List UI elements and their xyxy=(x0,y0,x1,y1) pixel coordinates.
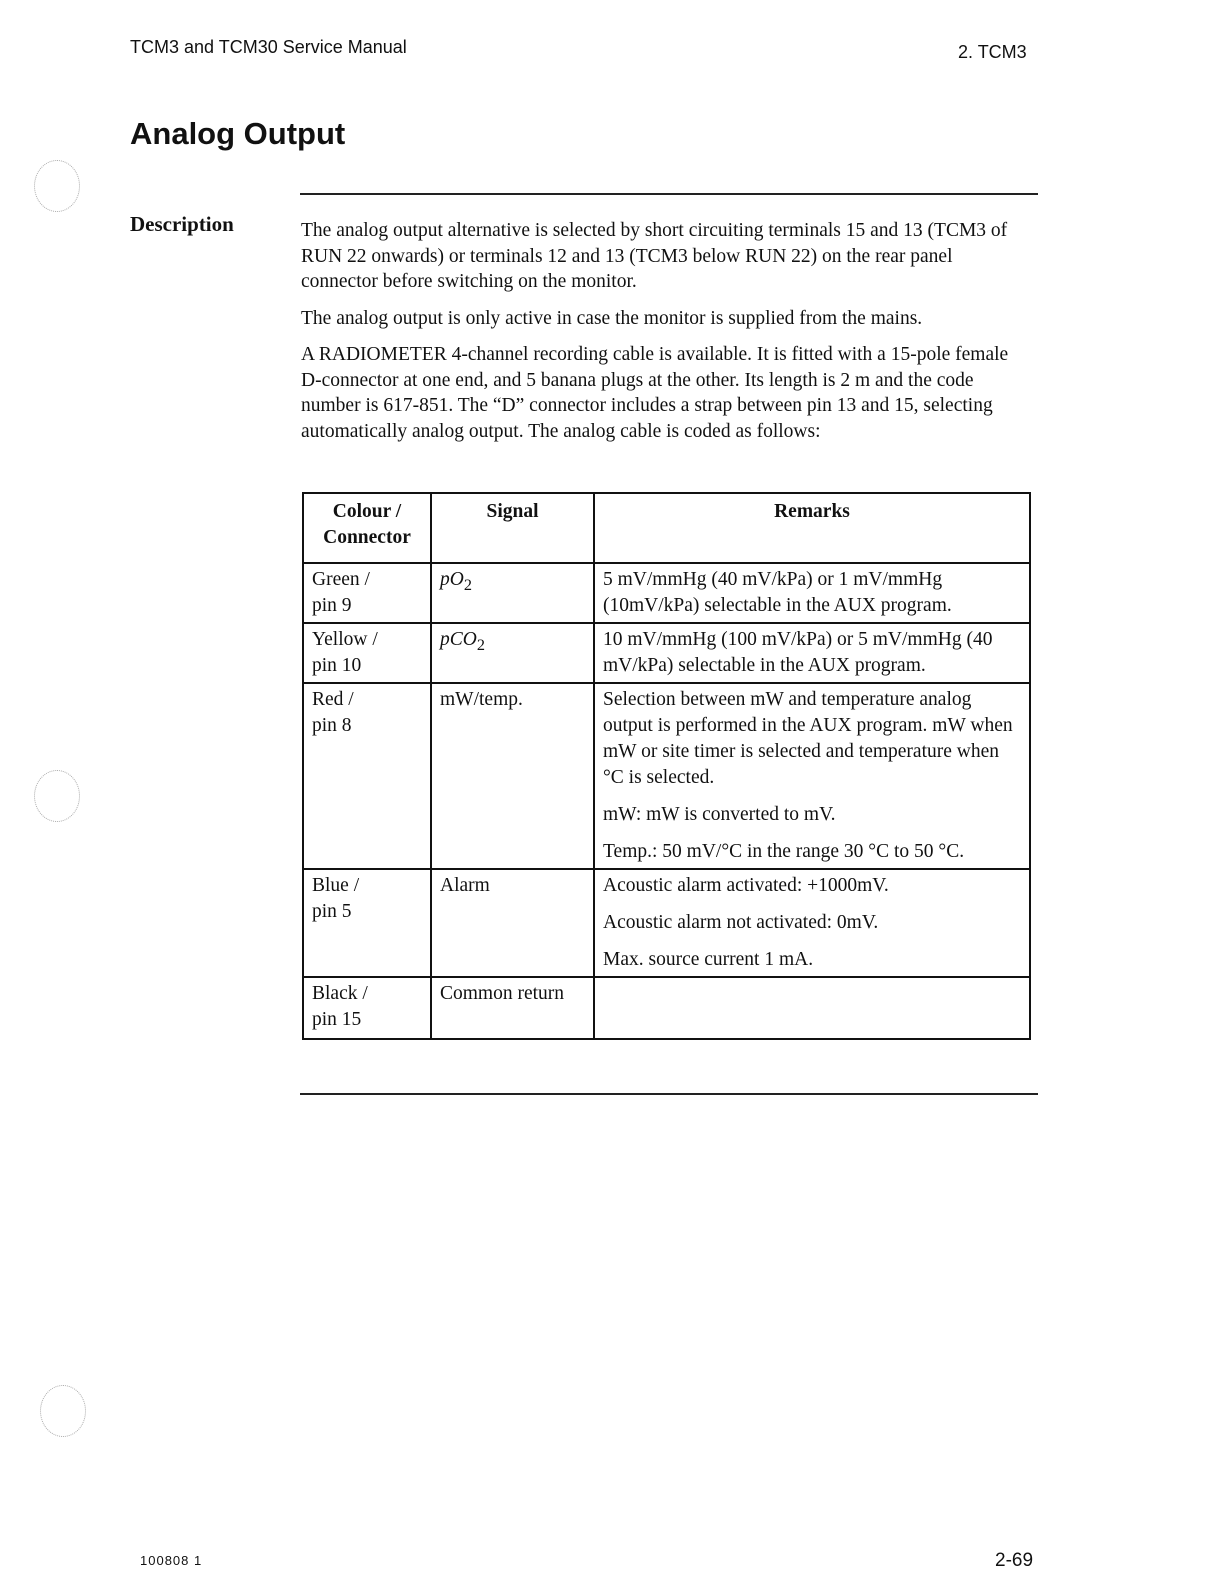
remarks-cell xyxy=(594,977,1030,1039)
description-body xyxy=(301,218,1031,455)
remark: mW: mW is converted to mV. xyxy=(603,804,836,825)
remark: Selection between mW and temperature analog output is performed in the AUX program. mW when mW or site timer is selected and temperature when °C is selected. xyxy=(603,689,1013,788)
colour-cell xyxy=(303,563,431,623)
page-number: 2-69 xyxy=(995,1550,1034,1571)
colour-cell xyxy=(303,623,431,683)
document-number: 100808 1 xyxy=(140,1553,203,1568)
column-header-colour: Colour / Connector xyxy=(303,493,431,563)
signal-name: pO xyxy=(440,569,464,590)
remarks-cell xyxy=(594,869,1030,977)
colour-cell xyxy=(303,869,431,977)
punch-hole-mark xyxy=(34,770,80,822)
signal-subscript: 2 xyxy=(463,575,472,594)
signal-cell: Common return xyxy=(431,977,594,1039)
signal-subscript: 2 xyxy=(476,635,485,654)
pin-label: pin 8 xyxy=(312,715,352,736)
remark: Temp.: 50 mV/°C in the range 30 °C to 50 °C. xyxy=(603,841,965,862)
remarks-cell xyxy=(594,563,1030,623)
remark: Acoustic alarm not activated: 0mV. xyxy=(603,912,879,933)
table-row xyxy=(303,869,1030,977)
table-row xyxy=(303,623,1030,683)
pin-label: pin 5 xyxy=(312,901,352,922)
remark: Acoustic alarm activated: +1000mV. xyxy=(603,875,889,896)
remark: 10 mV/mmHg (100 mV/kPa) or 5 mV/mmHg (40 mV/kPa) selectable in the AUX program. xyxy=(603,629,993,676)
paragraph: The analog output is only active in case the monitor is supplied from the mains. xyxy=(301,307,923,329)
remark: 5 mV/mmHg (40 mV/kPa) or 1 mV/mmHg (10mV/kPa) selectable in the AUX program. xyxy=(603,569,952,616)
signal-cell xyxy=(431,563,594,623)
colour-label: Yellow / xyxy=(312,629,378,650)
table-row xyxy=(303,683,1030,869)
table-header-row xyxy=(303,493,1030,563)
colour-cell xyxy=(303,683,431,869)
column-header-remarks: Remarks xyxy=(594,493,1030,563)
running-header-title: TCM3 and TCM30 Service Manual xyxy=(130,37,407,57)
analog-cable-table xyxy=(302,492,1031,1040)
signal-cell xyxy=(431,623,594,683)
colour-label: Black / xyxy=(312,983,368,1004)
colour-label: Red / xyxy=(312,689,354,710)
pin-label: pin 9 xyxy=(312,595,352,616)
signal-cell: Alarm xyxy=(431,869,594,977)
paragraph: A RADIOMETER 4-channel recording cable is available. It is fitted with a 15-pole female D-connector at one end, and 5 banana plugs at the other. Its length is 2 m and the code number is 617-851. The “D” connector includes a strap between pin 13 and 15, selecting automatically analog output. The analog cable is coded as follows: xyxy=(301,344,1009,442)
pin-label: pin 15 xyxy=(312,1009,362,1030)
signal-name: pCO xyxy=(440,629,477,650)
colour-cell xyxy=(303,977,431,1039)
paragraph: The analog output alternative is selected by short circuiting terminals 15 and 13 (TCM3 of RUN 22 onwards) or terminals 12 and 13 (TCM3 below RUN 22) on the rear panel connector before switching on the monitor. xyxy=(301,220,1008,292)
punch-hole-mark xyxy=(40,1385,86,1437)
section-label: Description xyxy=(130,212,234,236)
colour-label: Green / xyxy=(312,569,370,590)
column-header-signal: Signal xyxy=(431,493,594,563)
bottom-divider xyxy=(300,1093,1038,1095)
table-row xyxy=(303,977,1030,1039)
remark: Max. source current 1 mA. xyxy=(603,949,814,970)
remarks-cell xyxy=(594,623,1030,683)
colour-label: Blue / xyxy=(312,875,360,896)
running-header-chapter: 2. TCM3 xyxy=(958,42,1027,62)
pin-label: pin 10 xyxy=(312,655,362,676)
remarks-cell xyxy=(594,683,1030,869)
punch-hole-mark xyxy=(34,160,80,212)
table-row xyxy=(303,563,1030,623)
top-divider xyxy=(300,193,1038,195)
signal-cell: mW/temp. xyxy=(431,683,594,869)
page-title: Analog Output xyxy=(130,116,346,151)
